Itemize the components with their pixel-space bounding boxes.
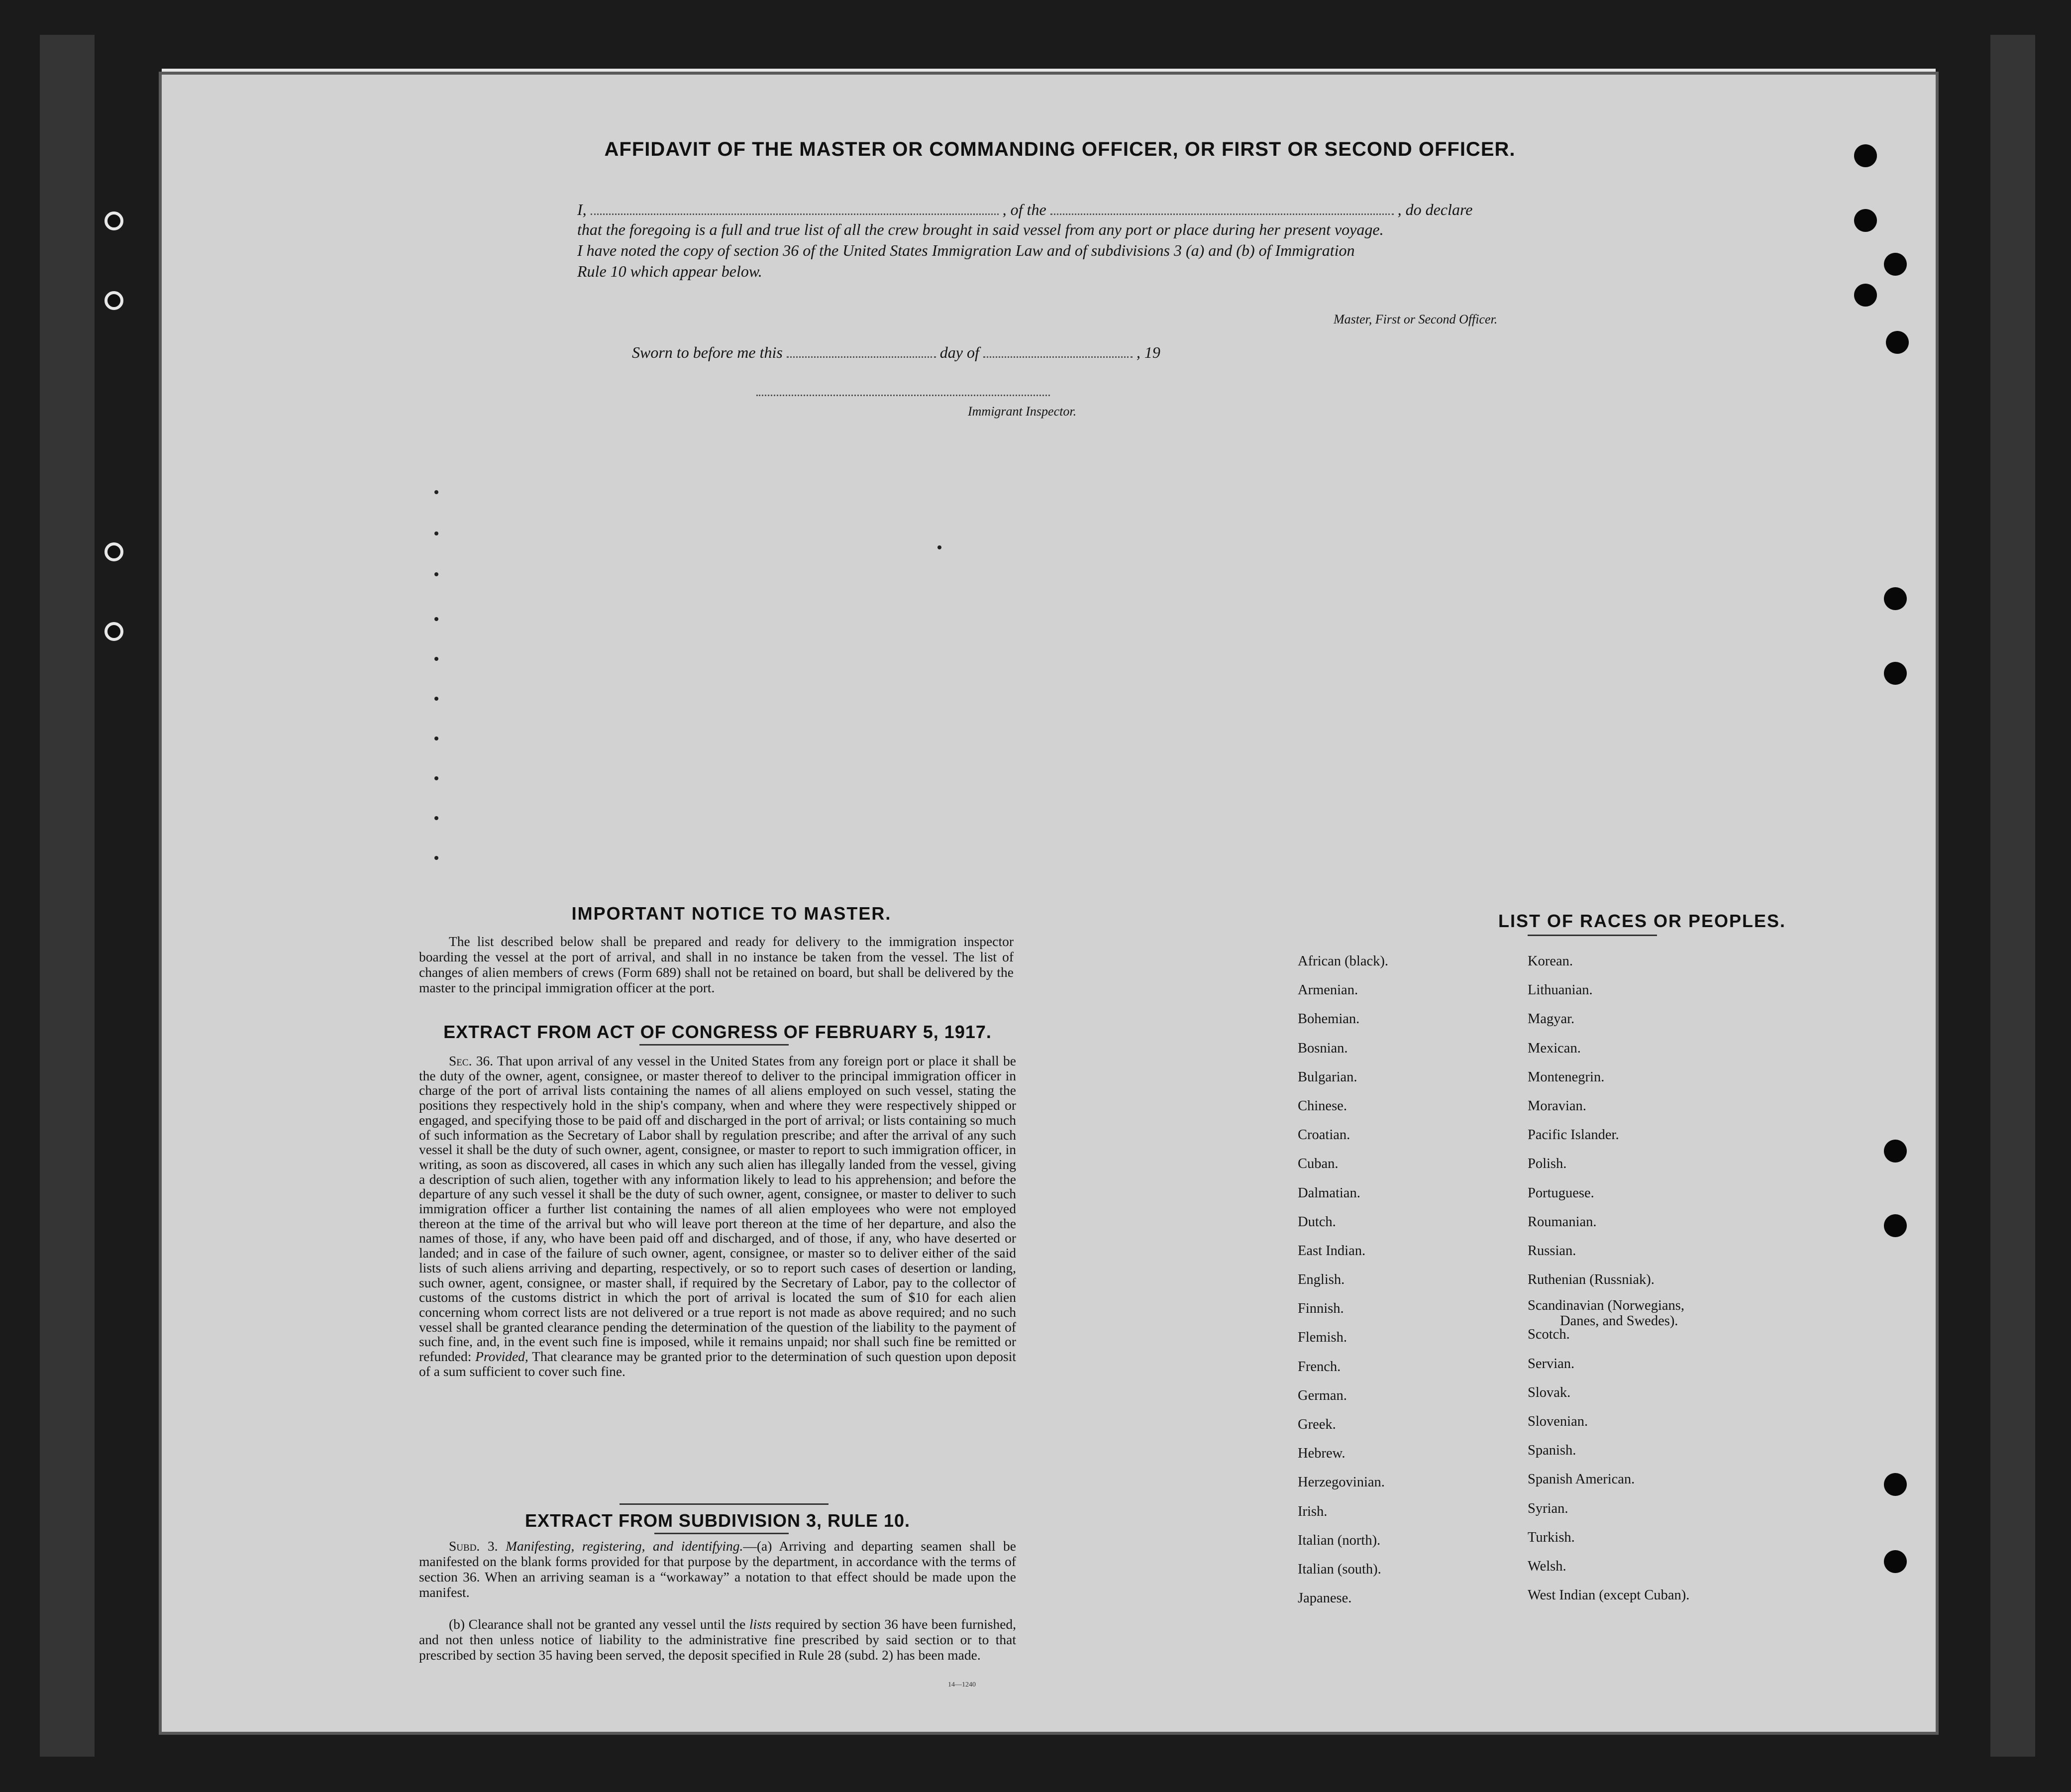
- race-item: [1298, 1011, 1388, 1040]
- race-name: Bulgarian.: [1298, 1069, 1357, 1085]
- race-name-continuation: Danes, and Swedes).: [1560, 1313, 1678, 1329]
- affidavit-title: AFFIDAVIT OF THE MASTER OR COMMANDING OFFICER, OR FIRST OR SECOND OFFICER.: [604, 138, 1516, 160]
- race-name: Slovenian.: [1528, 1414, 1588, 1429]
- race-name: Bosnian.: [1298, 1040, 1348, 1056]
- race-name: Moravian.: [1528, 1098, 1586, 1114]
- subdivision-a-marker: —(a): [743, 1538, 772, 1554]
- declaration-mid: , of the: [1002, 201, 1046, 218]
- race-name: Ruthenian (Russniak).: [1528, 1272, 1655, 1288]
- race-name: Montenegrin.: [1528, 1069, 1605, 1085]
- race-name: Lithuanian.: [1528, 982, 1593, 998]
- subdivision-b-marker: (b): [449, 1616, 465, 1632]
- race-name: East Indian.: [1298, 1243, 1366, 1259]
- master-signature-label: Master, First or Second Officer.: [1334, 312, 1498, 326]
- race-item: [1528, 1127, 1689, 1156]
- declaration-text: Rule 10 which appear below.: [577, 262, 762, 280]
- inspector-label: Immigrant Inspector.: [968, 404, 1077, 419]
- race-item: [1298, 1417, 1388, 1446]
- sworn-day-of: day of: [939, 343, 979, 361]
- inspector-signature-line: [756, 395, 1050, 396]
- declaration-start: I,: [577, 201, 587, 218]
- race-name: Chinese.: [1298, 1098, 1347, 1114]
- sworn-line: [632, 343, 1160, 362]
- speck: [434, 531, 438, 535]
- sworn-year: , 19: [1136, 343, 1160, 361]
- race-item: [1528, 1041, 1689, 1069]
- declaration-text: that the foregoing is a full and true list of all the crew brought in said vessel from any port or place during her present voyage.: [577, 220, 1384, 238]
- race-item: [1528, 1069, 1689, 1098]
- declaration-line: [577, 201, 1472, 219]
- race-item: [1528, 953, 1689, 982]
- race-name: Dalmatian.: [1298, 1185, 1360, 1201]
- subdivision-a-body: Arriving and departing seamen shall be manifested on the blank forms provided for that purpose by the department, in accordance with the terms of section 36. When an arriving seaman is a “workaway” a notation to that effect should be made upon the manifest.: [419, 1538, 1017, 1600]
- punch-hole: [1884, 1550, 1907, 1573]
- race-item: [1298, 1243, 1388, 1272]
- speck: [434, 856, 438, 860]
- race-name: Flemish.: [1298, 1330, 1347, 1346]
- binder-hole: [104, 211, 123, 230]
- race-item: [1298, 1533, 1388, 1562]
- race-item: [1298, 1504, 1388, 1533]
- race-item: [1298, 1127, 1388, 1156]
- subdivision-heading: Manifesting, registering, and identifying.: [506, 1538, 743, 1554]
- section-body-end: That clearance may be granted prior to the determination of such question upon deposit of a sum sufficient to cover such fine.: [419, 1349, 1016, 1379]
- subdivision-b-lists: lists: [749, 1616, 772, 1632]
- race-name: Syrian.: [1528, 1500, 1568, 1516]
- race-item: [1528, 1011, 1689, 1040]
- punch-hole: [1854, 284, 1877, 307]
- speck: [434, 572, 438, 576]
- act-extract-title: EXTRACT FROM ACT OF CONGRESS OF FEBRUARY 5, 1917.: [443, 1022, 992, 1042]
- race-item: [1528, 1298, 1689, 1327]
- race-item: [1528, 1559, 1689, 1587]
- punch-hole: [1854, 144, 1877, 167]
- subdivision-a-text: [419, 1538, 1016, 1600]
- binder-hole: [104, 542, 123, 561]
- punch-hole: [1884, 662, 1907, 685]
- punch-hole: [1884, 1140, 1907, 1162]
- race-name: Portuguese.: [1528, 1185, 1594, 1201]
- race-item: [1528, 1530, 1689, 1559]
- subdivision-b-body-end: required by section 36 have been furnished, and not then unless notice of liability to the administrative fine prescribed by said section or to that prescribed by section 35 having been served, the deposit specified in Rule 28 (subd. 2) has been made.: [419, 1616, 1017, 1663]
- punch-hole: [1886, 331, 1909, 354]
- race-item: [1298, 1359, 1388, 1388]
- race-name: Herzegovinian.: [1298, 1475, 1385, 1490]
- speck: [434, 776, 438, 780]
- race-item: [1298, 1590, 1388, 1619]
- section-36-text: [419, 1054, 1016, 1378]
- race-name: English.: [1298, 1272, 1345, 1288]
- form-number: 14—1240: [948, 1681, 976, 1688]
- speck: [434, 737, 438, 740]
- race-name: Hebrew.: [1298, 1446, 1346, 1462]
- race-item: [1528, 1472, 1689, 1500]
- race-item: [1528, 1327, 1689, 1356]
- section-body: That upon arrival of any vessel in the United States from any foreign port or place it shall be the duty of the owner, agent, consignee, or master thereof to deliver to the principal immigration officer in charge of the port of arrival lists containing the names of all aliens employed on such vessel, stating the positions they respectively hold in the ship's company, when and where they were respectively shipped or engaged, and specifying those to be paid off and discharged in the port of arrival; or lists containing so much of such information as the Secretary of Labor shall by regulation prescribe; and after the arrival of any such vessel it shall be the duty of such owner, agent, consignee, or master to report to such immigration officer, in writing, as soon as discovered, all cases in which any such alien has illegally landed from the vessel, giving a description of such alien, together with any information likely to lead to his apprehension; and before the departure of any such vessel it shall be the duty of such owner, agent, consignee, or master to deliver to such immigration officer a further list containing the names of all alien employees who were not employed thereon at the time of the arrival but who will leave port thereon at the time of her departure, and also the names of those, if any, who have been paid off and discharged, and of those, if any, who have deserted or landed; and in case of the failure of such owner, agent, consignee, or master so to deliver either of the said lists of such aliens arriving and departing, respectively, or so to report such cases of desertion or landing, such owner, agent, consignee, or master shall, if required by the Secretary of Labor, pay to the collector of customs of the customs district in which the port of arrival is located the sum of $10 for each alien concerning whom correct lists are not delivered or a true report is not made as above required; and no such vessel shall be granted clearance pending the determination of the question of the liability to the payment of such fine, and, in the event such fine is imposed, while it remains unpaid; nor shall such fine be remitted or refunded:: [419, 1053, 1016, 1365]
- race-name: Slovak.: [1528, 1384, 1571, 1400]
- race-item: [1528, 1098, 1689, 1127]
- race-item: [1298, 1272, 1388, 1301]
- race-name: Pacific Islander.: [1528, 1127, 1619, 1143]
- race-item: [1298, 1446, 1388, 1475]
- proviso-word: Provided,: [475, 1349, 528, 1365]
- race-item: [1528, 1243, 1689, 1272]
- frame-strip-left: [40, 35, 95, 1757]
- rule-10-extract-title: EXTRACT FROM SUBDIVISION 3, RULE 10.: [524, 1510, 911, 1531]
- race-name: Spanish.: [1528, 1443, 1576, 1459]
- page-edge-line: [162, 69, 1936, 72]
- frame-strip-right: [1990, 35, 2035, 1757]
- race-item: [1298, 1185, 1388, 1214]
- speck: [937, 545, 941, 549]
- subdivision-label: Subd. 3.: [449, 1538, 498, 1554]
- race-item: [1528, 1501, 1689, 1530]
- race-name: Russian.: [1528, 1243, 1576, 1259]
- title-rule: [1528, 935, 1657, 936]
- race-name: Korean.: [1528, 953, 1573, 969]
- race-name: French.: [1298, 1359, 1341, 1374]
- race-item: [1528, 1385, 1689, 1414]
- subdivision-b-text: [419, 1616, 1016, 1663]
- race-name: Greek.: [1298, 1417, 1336, 1432]
- race-name: Croatian.: [1298, 1127, 1350, 1143]
- race-item: [1528, 1185, 1689, 1214]
- race-name: Polish.: [1528, 1156, 1567, 1172]
- speck: [434, 697, 438, 701]
- sworn-day-blank: [787, 343, 936, 358]
- binder-hole: [104, 291, 123, 310]
- speck: [434, 657, 438, 661]
- declaration-end: , do declare: [1397, 201, 1473, 218]
- race-name: Italian (north).: [1298, 1532, 1381, 1548]
- binder-hole: [104, 622, 123, 641]
- race-name: Cuban.: [1298, 1156, 1339, 1172]
- sworn-month-blank: [983, 343, 1133, 358]
- race-name: West Indian (except Cuban).: [1528, 1587, 1690, 1603]
- race-name: Bohemian.: [1298, 1011, 1360, 1027]
- race-item: [1298, 1214, 1388, 1243]
- race-name: Mexican.: [1528, 1040, 1581, 1056]
- race-item: [1298, 1069, 1388, 1098]
- race-name: Armenian.: [1298, 982, 1358, 998]
- race-item: [1298, 1388, 1388, 1417]
- race-item: [1528, 1414, 1689, 1443]
- section-label: Sec. 36.: [449, 1053, 494, 1068]
- declaration-text: I have noted the copy of section 36 of the United States Immigration Law and of subdivisions 3 (a) and (b) of Immigration: [577, 241, 1355, 259]
- subdivision-b-body: Clearance shall not be granted any vessel until the: [468, 1616, 746, 1632]
- race-name: Dutch.: [1298, 1214, 1336, 1230]
- race-item: [1298, 1156, 1388, 1185]
- punch-hole: [1884, 1214, 1907, 1237]
- punch-hole: [1884, 1473, 1907, 1496]
- race-name: Japanese.: [1298, 1590, 1352, 1606]
- race-item: [1528, 1443, 1689, 1472]
- race-item: [1528, 1356, 1689, 1385]
- title-rule: [654, 1533, 789, 1534]
- speck: [434, 490, 438, 494]
- officer-name-blank: [591, 201, 999, 215]
- race-name: Welsh.: [1528, 1558, 1566, 1574]
- title-rule: [620, 1503, 828, 1505]
- race-name: Irish.: [1298, 1503, 1328, 1519]
- race-name: Spanish American.: [1528, 1472, 1635, 1487]
- punch-hole: [1884, 587, 1907, 610]
- punch-hole: [1884, 253, 1907, 276]
- race-name: Magyar.: [1528, 1011, 1575, 1027]
- sworn-start: Sworn to before me this: [632, 343, 783, 361]
- race-item: [1298, 1041, 1388, 1069]
- races-column-1: [1298, 953, 1388, 1619]
- race-name: German.: [1298, 1387, 1347, 1403]
- race-item: [1528, 1587, 1689, 1616]
- race-item: [1298, 1475, 1388, 1503]
- race-item: [1528, 982, 1689, 1011]
- race-item: [1528, 1272, 1689, 1301]
- race-item: [1528, 1214, 1689, 1243]
- race-item: [1298, 953, 1388, 982]
- race-item: [1298, 1301, 1388, 1330]
- race-name: Finnish.: [1298, 1301, 1344, 1317]
- race-item: [1298, 1562, 1388, 1590]
- speck: [434, 617, 438, 621]
- race-item: [1298, 1098, 1388, 1127]
- races-column-2: [1528, 953, 1689, 1616]
- notice-title: IMPORTANT NOTICE TO MASTER.: [571, 903, 892, 924]
- show-through-text: [420, 159, 1714, 193]
- title-rule: [639, 1044, 789, 1046]
- notice-body: The list described below shall be prepared and ready for delivery to the immigration inspector boarding the vessel at the port of arrival, and shall in no instance be taken from the vessel. The list of changes of alien members of crews (Form 689) shall not be retained on board, but shall be delivered by the master to the principal immigration officer at the port.: [419, 934, 1014, 995]
- race-name: Italian (south).: [1298, 1561, 1381, 1577]
- races-list-title: LIST OF RACES OR PEOPLES.: [1498, 911, 1786, 931]
- race-item: [1528, 1156, 1689, 1185]
- race-item: [1298, 982, 1388, 1011]
- speck: [434, 816, 438, 820]
- race-name: Servian.: [1528, 1356, 1575, 1371]
- race-name: Scandinavian (Norwegians,: [1528, 1298, 1684, 1314]
- vessel-name-blank: [1050, 201, 1394, 215]
- punch-hole: [1854, 209, 1877, 232]
- race-name: Roumanian.: [1528, 1214, 1597, 1230]
- race-name: Scotch.: [1528, 1327, 1570, 1343]
- race-name: Turkish.: [1528, 1529, 1575, 1545]
- race-name: African (black).: [1298, 953, 1388, 969]
- race-item: [1298, 1330, 1388, 1359]
